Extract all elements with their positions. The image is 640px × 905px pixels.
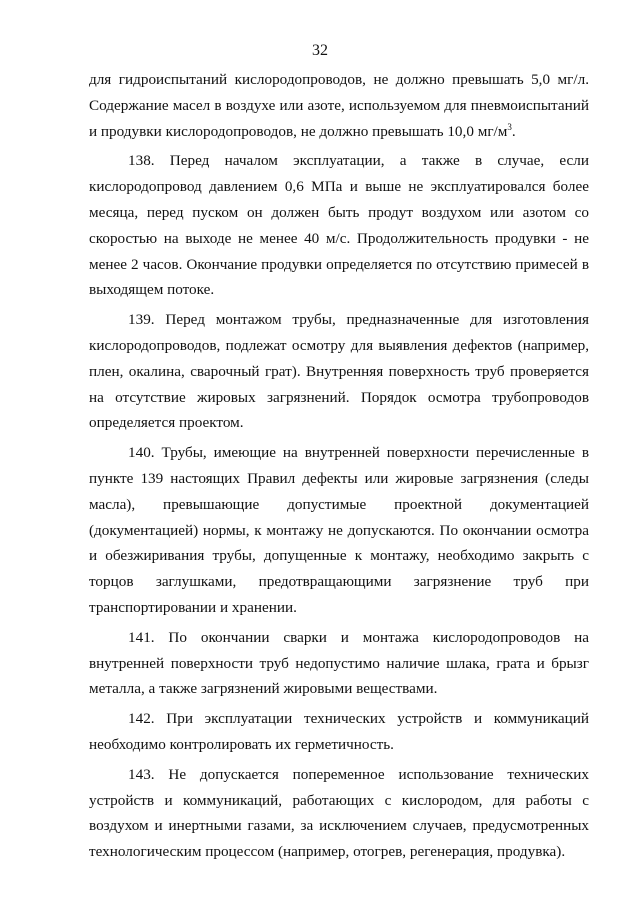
paragraph-141: 141. По окончании сварки и монтажа кислородопроводов на внутренней поверхности труб недопустимо наличие шлака, грата и брызг металла, а также загрязнений жировыми веществами. xyxy=(89,628,589,698)
paragraph-continuation xyxy=(89,67,589,144)
paragraph-139: 139. Перед монтажом трубы, предназначенные для изготовления кислородопроводов, подлежат осмотру для выявления дефектов (например, плен, окалина, сварочный грат). Внутренняя поверхность труб проверяется на отсутствие жировых загрязнений. Порядок осмотра трубопроводов определяется проектом. xyxy=(89,311,589,432)
paragraph-143: 143. Не допускается попеременное использование технических устройств и коммуникаций, работающих с кислородом, для работы с воздухом и инертными газами, за исключением случаев, предусмотренных технологическим процессом (например, отогрев, регенерация, продувка). xyxy=(89,765,589,861)
page-number: 32 xyxy=(312,42,328,59)
paragraph-continuation-text: для гидроиспытаний кислородопроводов, не должно превышать 5,0 мг/л. Содержание масел в воздухе или азоте, используемом для пневмоиспытаний и продувки кислородопроводов, не должно превышать 10,0 мг/м xyxy=(89,71,589,140)
paragraph-continuation-end: . xyxy=(511,122,516,140)
paragraph-140: 140. Трубы, имеющие на внутренней поверхности перечисленные в пункте 139 настоящих Правил дефекты или жировые загрязнения (следы масла), превышающие допустимые проектной документацией (документацией) нормы, к монтажу не допускаются. По окончании осмотра и обезжиривания трубы, допущенные к монтажу, необходимо закрыть с торцов заглушками, предотвращающими загрязнение труб при транспортировании и хранении. xyxy=(89,444,589,616)
document-body xyxy=(89,67,589,869)
paragraph-142: 142. При эксплуатации технических устройств и коммуникаций необходимо контролировать их герметичность. xyxy=(89,710,589,753)
paragraph-138: 138. Перед началом эксплуатации, а также в случае, если кислородопровод давлением 0,6 МПа и выше не эксплуатировался более месяца, перед пуском он должен быть продут воздухом или азотом со скоростью на выходе не менее 40 м/с. Продолжительность продувки - не менее 2 часов. Окончание продувки определяется по отсутствию примесей в выходящем потоке. xyxy=(89,152,589,299)
superscript-exponent: 3 xyxy=(507,121,512,132)
